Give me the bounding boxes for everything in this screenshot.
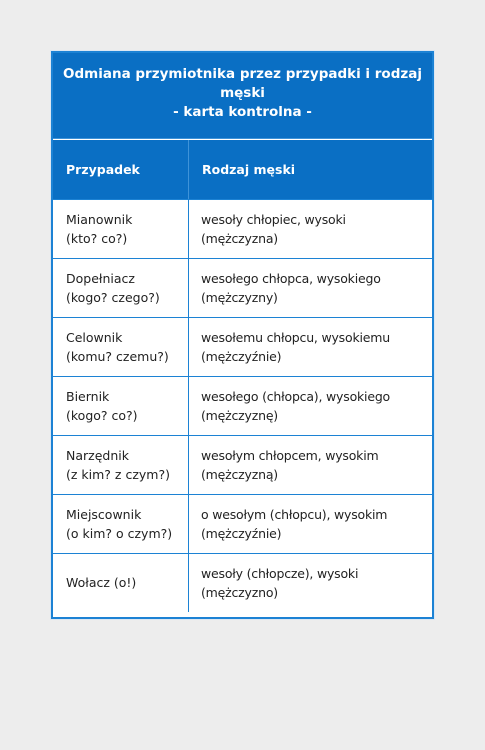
table-row: [53, 494, 432, 553]
column-divider: [188, 554, 189, 612]
value-line-2: (mężczyzno): [201, 585, 278, 600]
card-title: [53, 53, 432, 139]
case-question: (kogo? co?): [66, 408, 138, 423]
case-name: Biernik: [66, 389, 110, 404]
table-row: [53, 199, 432, 258]
case-cell: [66, 210, 186, 248]
case-cell: [66, 269, 186, 307]
case-name: Mianownik: [66, 212, 133, 227]
case-question: (komu? czemu?): [66, 349, 169, 364]
header-case: Przypadek: [66, 162, 140, 177]
value-cell: [201, 269, 429, 307]
value-line-2: (mężczyzny): [201, 290, 278, 305]
case-cell: [66, 387, 186, 425]
value-line-1: wesoły chłopiec, wysoki: [201, 212, 346, 227]
value-line-2: (mężczyznę): [201, 408, 278, 423]
value-cell: [201, 564, 429, 602]
value-line-2: (mężczyzna): [201, 231, 278, 246]
column-divider: [188, 377, 189, 435]
value-line-1: wesołego (chłopca), wysokiego: [201, 389, 390, 404]
table-row: [53, 435, 432, 494]
value-line-1: wesołemu chłopcu, wysokiemu: [201, 330, 390, 345]
table-row: [53, 258, 432, 317]
value-line-1: wesołym chłopcem, wysokim: [201, 448, 379, 463]
case-name: Miejscownik: [66, 507, 142, 522]
case-question: (kto? co?): [66, 231, 128, 246]
column-divider: [188, 259, 189, 317]
value-cell: [201, 505, 429, 543]
value-line-1: wesoły (chłopcze), wysoki: [201, 566, 359, 581]
column-divider: [188, 436, 189, 494]
case-name: Celownik: [66, 330, 123, 345]
case-cell: [66, 446, 186, 484]
case-name: Wołacz (o!): [66, 575, 137, 590]
case-question: (kogo? czego?): [66, 290, 160, 305]
title-line-1: Odmiana przymiotnika przez przypadki i rodzaj: [63, 66, 422, 82]
column-divider: [188, 495, 189, 553]
value-cell: [201, 387, 429, 425]
case-question: (o kim? o czym?): [66, 526, 173, 541]
case-question: (z kim? z czym?): [66, 467, 170, 482]
value-line-1: o wesołym (chłopcu), wysokim: [201, 507, 388, 522]
table-row: [53, 553, 432, 612]
table-body: [53, 199, 432, 612]
column-divider: [188, 200, 189, 258]
value-cell: [201, 210, 429, 248]
table-row: [53, 317, 432, 376]
header-masculine: Rodzaj męski: [202, 162, 296, 177]
value-cell: [201, 446, 429, 484]
column-divider: [188, 318, 189, 376]
value-line-1: wesołego chłopca, wysokiego: [201, 271, 381, 286]
value-line-2: (mężczyźnie): [201, 526, 282, 541]
control-card: [51, 51, 434, 619]
value-line-2: (mężczyzną): [201, 467, 278, 482]
header-divider: [188, 140, 189, 199]
case-name: Dopełniacz: [66, 271, 135, 286]
value-line-2: (mężczyźnie): [201, 349, 282, 364]
table-header: [53, 140, 432, 199]
case-cell: [66, 328, 186, 366]
value-cell: [201, 328, 429, 366]
title-line-2: męski: [220, 85, 265, 101]
case-name: Narzędnik: [66, 448, 129, 463]
case-cell: [66, 573, 186, 592]
case-cell: [66, 505, 186, 543]
title-line-3: - karta kontrolna -: [173, 104, 312, 120]
table-row: [53, 376, 432, 435]
